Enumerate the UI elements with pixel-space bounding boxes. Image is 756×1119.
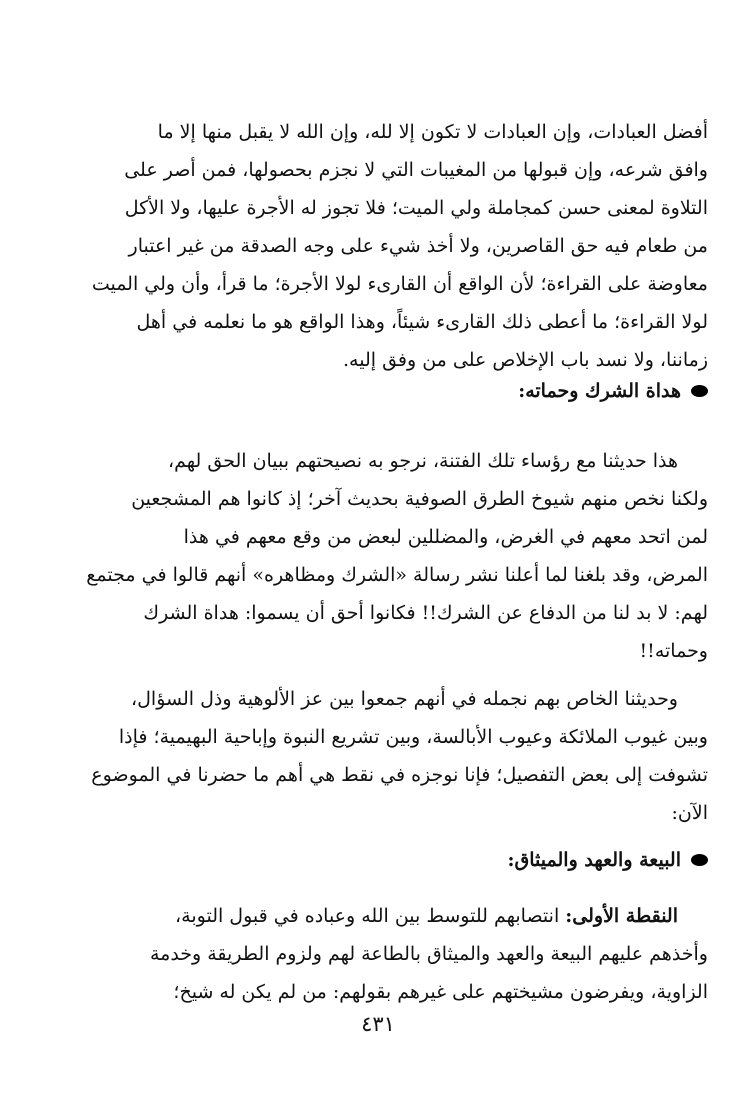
text-line: أفضل العبادات، وإن العبادات لا تكون إلا لله، وإن الله لا يقبل منها إلا ما	[157, 121, 708, 143]
text-line: لولا القراءة؛ ما أعطى ذلك القارىء شيئاً، وهذا الواقع هو ما نعلمه في أهل	[136, 311, 708, 333]
bullet-icon	[691, 385, 708, 397]
paragraph-4	[78, 897, 708, 1011]
bullet-icon	[691, 854, 708, 866]
section-heading-1	[78, 372, 708, 410]
point-label: النقطة الأولى:	[565, 905, 678, 927]
text-line: هذا حديثنا مع رؤساء تلك الفتنة، نرجو به نصيحتهم ببيان الحق لهم،	[167, 450, 678, 472]
text-line: لمن اتحد معهم في الغرض، والمضللين لبعض من وقع معهم في هذا	[183, 526, 708, 548]
text-line	[78, 897, 708, 935]
text-line: وبين غيوب الملائكة وعيوب الأبالسة، وبين تشريع النبوة وإباحية البهيمية؛ فإذا	[118, 726, 708, 748]
section-heading-2	[78, 841, 708, 879]
text-line: التلاوة لمعنى حسن كمجاملة ولي الميت؛ فلا تجوز له الأجرة عليها، ولا الأكل	[124, 197, 708, 219]
text-line: المرض، وقد بلغنا لما أعلنا نشر رسالة «الشرك ومظاهره» أنهم قالوا في مجتمع	[86, 564, 708, 586]
text-line: ولكنا نخص منهم شيوخ الطرق الصوفية بحديث آخر؛ إذ كانوا هم المشجعين	[131, 488, 708, 510]
point-text: انتصابهم للتوسط بين الله وعباده في قبول التوبة،	[175, 905, 566, 927]
text-line: من طعام فيه حق القاصرين، ولا أخذ شيء على وجه الصدقة من غير اعتبار	[128, 235, 708, 257]
paragraph-1	[78, 113, 708, 379]
page-number: ٤٣١	[361, 1012, 395, 1036]
text-line: معاوضة على القراءة؛ لأن الواقع أن القارىء لولا الأجرة؛ ما قرأ، وأن ولي الميت	[91, 273, 708, 295]
text-line: الزاوية، ويفرضون مشيختهم على غيرهم بقولهم: من لم يكن له شيخ؛	[173, 981, 708, 1003]
text-line: وافق شرعه، وإن قبولها من المغيبات التي لا نجزم بحصولها، فمن أصر على	[124, 159, 708, 181]
text-line: لهم: لا بد لنا من الدفاع عن الشرك!! فكانوا أحق أن يسموا: هداة الشرك	[143, 602, 708, 624]
text-line: زماننا، ولا نسد باب الإخلاص على من وفق إليه.	[343, 349, 708, 371]
text-line: وأخذهم عليهم البيعة والعهد والميثاق بالطاعة لهم ولزوم الطريقة وخدمة	[149, 943, 708, 965]
text-line: الآن:	[671, 802, 708, 824]
paragraph-2	[78, 442, 708, 670]
heading-text: البيعة والعهد والميثاق:	[507, 849, 681, 871]
text-line: تشوفت إلى بعض التفصيل؛ فإنا نوجزه في نقط هي أهم ما حضرنا في الموضوع	[91, 764, 708, 786]
text-line: وحديثنا الخاص بهم نجمله في أنهم جمعوا بين عز الألوهية وذل السؤال،	[130, 688, 678, 710]
heading-text: هداة الشرك وحماته:	[518, 380, 681, 402]
paragraph-3	[78, 680, 708, 832]
text-line: وحماته!!	[639, 640, 708, 662]
